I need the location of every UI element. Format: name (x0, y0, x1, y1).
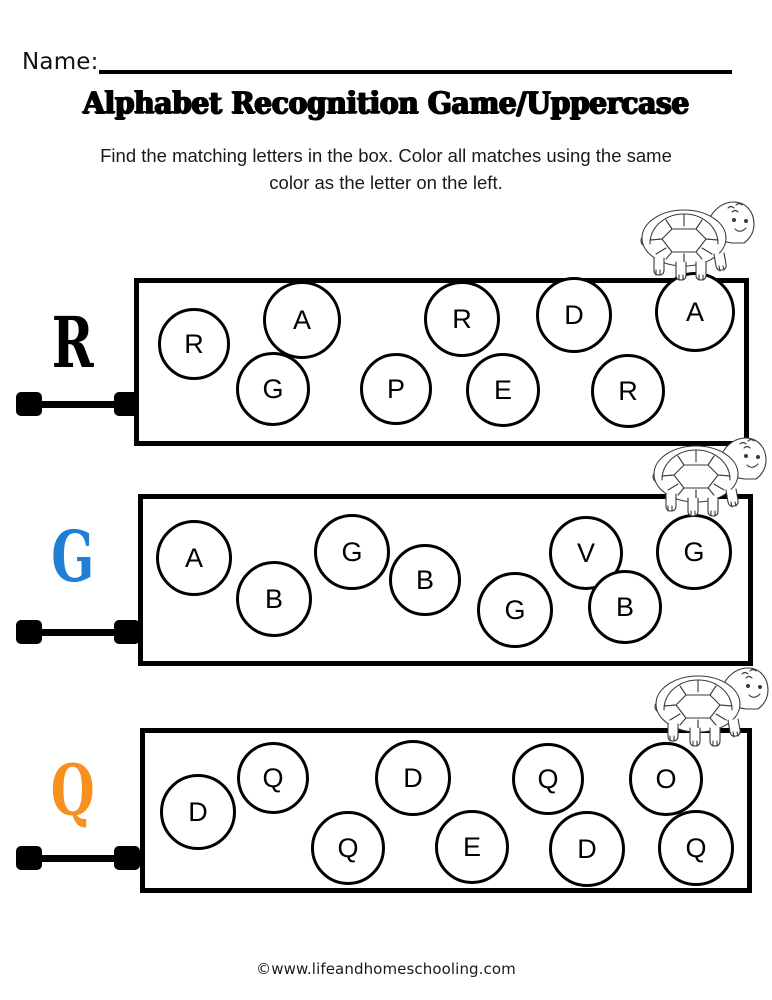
letter-circle[interactable]: B (389, 544, 461, 616)
dumbbell-icon-r (16, 392, 140, 416)
letter-circle[interactable]: G (477, 572, 553, 648)
dumbbell-plate-right (114, 846, 140, 870)
letter-circle[interactable]: G (656, 514, 732, 590)
turtle-icon (648, 432, 768, 518)
dumbbell-bar (38, 629, 118, 636)
letter-circle[interactable]: D (536, 277, 612, 353)
instructions-text: Find the matching letters in the box. Color all matches using the same color as the letter on the left. (100, 145, 672, 193)
dumbbell-icon-g (16, 620, 140, 644)
letter-circle[interactable]: Q (512, 743, 584, 815)
letter-circle[interactable]: D (375, 740, 451, 816)
name-input-blank[interactable] (99, 70, 732, 74)
target-letter-block-q (10, 706, 134, 896)
letter-circle[interactable]: B (588, 570, 662, 644)
letter-circle[interactable]: Q (311, 811, 385, 885)
letter-circle[interactable]: R (591, 354, 665, 428)
target-letter-g: G (51, 515, 93, 598)
letter-circle[interactable]: E (435, 810, 509, 884)
letter-circle[interactable]: D (160, 774, 236, 850)
turtle-icon (650, 662, 770, 748)
letter-circle[interactable]: A (263, 281, 341, 359)
letter-circle[interactable]: R (158, 308, 230, 380)
page-title: Alphabet Recognition Game/Uppercase (82, 86, 690, 121)
letter-circle[interactable]: G (236, 352, 310, 426)
dumbbell-plate-right (114, 620, 140, 644)
target-letter-block-r (10, 252, 134, 452)
footer-credit: ©www.lifeandhomeschooling.com (256, 960, 516, 978)
letter-circle[interactable]: P (360, 353, 432, 425)
name-field-row (22, 42, 732, 76)
letter-circle[interactable]: V (549, 516, 623, 590)
target-letter-q: Q (50, 749, 94, 832)
name-label: Name: (22, 49, 99, 75)
letter-circle[interactable]: Q (237, 742, 309, 814)
letter-circle[interactable]: B (236, 561, 312, 637)
letter-circle[interactable]: O (629, 742, 703, 816)
letter-circle[interactable]: D (549, 811, 625, 887)
target-letter-block-g (10, 472, 134, 672)
letter-circle[interactable]: Q (658, 810, 734, 886)
target-letter-r: R (51, 301, 93, 384)
letter-circle[interactable]: G (314, 514, 390, 590)
letter-circle[interactable]: R (424, 281, 500, 357)
dumbbell-bar (38, 401, 118, 408)
letter-circle[interactable]: A (156, 520, 232, 596)
turtle-icon (636, 196, 756, 282)
letter-circle[interactable]: E (466, 353, 540, 427)
dumbbell-icon-q (16, 846, 140, 870)
dumbbell-bar (38, 855, 118, 862)
letter-circle[interactable]: A (655, 272, 735, 352)
